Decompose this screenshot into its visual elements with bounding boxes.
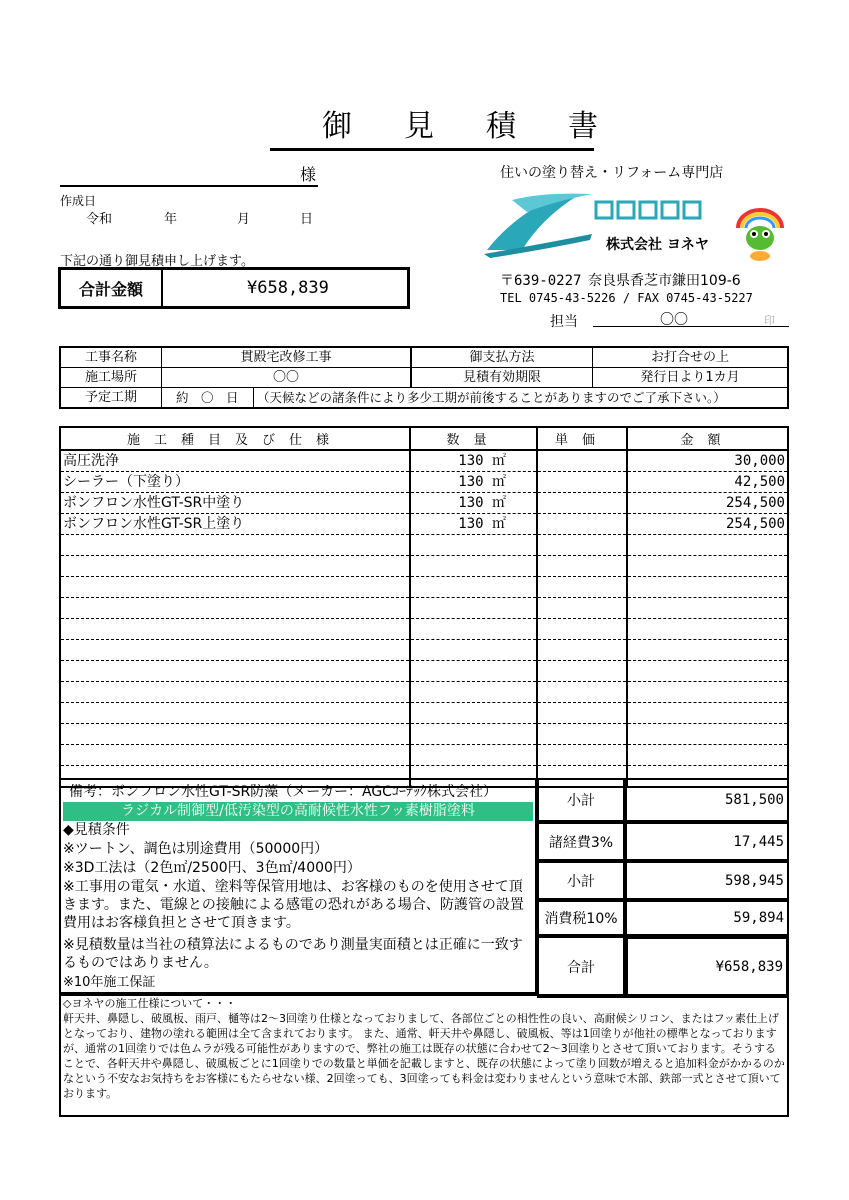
company-address: 奈良県香芝市鎌田109-6 bbox=[588, 273, 741, 289]
item-cell bbox=[60, 703, 410, 724]
period-cell bbox=[162, 388, 789, 409]
seal-mark: 印 bbox=[764, 314, 775, 327]
amount-cell: 254,500 bbox=[627, 493, 788, 514]
price-cell bbox=[537, 556, 627, 577]
site-label: 施工場所 bbox=[60, 368, 162, 388]
price-cell bbox=[537, 514, 627, 535]
header-item: 施工種目及び仕様 bbox=[60, 427, 410, 450]
amount-cell bbox=[627, 661, 788, 682]
intro-text: 下記の通り御見積申し上げます。 bbox=[60, 254, 254, 269]
table-row bbox=[60, 577, 788, 598]
company-name: 株式会社 ヨネヤ bbox=[606, 237, 709, 253]
qty-cell bbox=[410, 556, 537, 577]
cond-2: ※3D工法は（2色㎡/2500円、3色㎡/4000円） bbox=[63, 860, 361, 876]
item-cell bbox=[60, 556, 410, 577]
item-cell bbox=[60, 619, 410, 640]
item-cell bbox=[60, 661, 410, 682]
item-cell bbox=[60, 577, 410, 598]
amount-cell: 30,000 bbox=[627, 450, 788, 472]
total-amount-box bbox=[58, 267, 410, 309]
expenses-value: 17,445 bbox=[625, 822, 789, 861]
date-month: 月 bbox=[237, 212, 251, 227]
company-contact: TEL 0745-43-5226 / FAX 0745-43-5227 bbox=[500, 291, 753, 305]
table-row bbox=[60, 472, 788, 493]
validity-value: 発行日より1カ月 bbox=[593, 368, 789, 388]
qty-cell bbox=[410, 661, 537, 682]
qty-cell: 130 ㎡ bbox=[410, 493, 537, 514]
cond-3: ※工事用の電気・水道、塗料等保管用地は、お客様のものを使用させて頂きます。また、電線との接触による感電の恐れがある場合、防護管の設置費用はお客様負担とさせて頂きます。 bbox=[63, 879, 524, 931]
spec-title: ◇ヨネヤの施工仕様について・・・ bbox=[63, 997, 237, 1010]
customer-suffix: 様 bbox=[300, 165, 317, 184]
amount-cell: 42,500 bbox=[627, 472, 788, 493]
qty-cell bbox=[410, 703, 537, 724]
staff-name: 〇〇 bbox=[660, 312, 688, 328]
amount-cell bbox=[627, 598, 788, 619]
table-row bbox=[60, 514, 788, 535]
qty-cell bbox=[410, 682, 537, 703]
notes-area bbox=[59, 778, 537, 994]
grand-label: 合計 bbox=[537, 936, 625, 998]
amount-cell bbox=[627, 640, 788, 661]
table-row bbox=[60, 450, 788, 472]
item-cell bbox=[60, 535, 410, 556]
qty-cell: 130 ㎡ bbox=[410, 472, 537, 493]
subtotal2-label: 小計 bbox=[537, 861, 625, 900]
subtotal1-label: 小計 bbox=[537, 778, 625, 822]
total-amount-label: 合計金額 bbox=[61, 270, 163, 306]
remark-text: 備考：ボンフロン水性GT-SR防藻（メーカー：AGCｺｰﾃｯｸ株式会社） bbox=[69, 784, 497, 800]
summary-panel bbox=[537, 778, 789, 998]
amount-cell bbox=[627, 556, 788, 577]
table-row bbox=[60, 724, 788, 745]
qty-cell: 130 ㎡ bbox=[410, 450, 537, 472]
table-row bbox=[60, 493, 788, 514]
cond-title: ◆見積条件 bbox=[63, 822, 130, 838]
validity-label: 見積有効期限 bbox=[411, 368, 593, 388]
item-cell bbox=[60, 640, 410, 661]
cond-1: ※ツートン、調色は別途費用（50000円） bbox=[63, 841, 329, 857]
qty-cell bbox=[410, 640, 537, 661]
price-cell bbox=[537, 703, 627, 724]
table-row bbox=[60, 745, 788, 766]
company-postal: 〒639-0227 bbox=[500, 273, 582, 289]
period-note: （天候などの諸条件により多少工期が前後することがありますのでご了承下さい。） bbox=[257, 390, 726, 405]
header-qty: 数量 bbox=[410, 427, 537, 450]
table-row bbox=[60, 556, 788, 577]
item-cell: ボンフロン水性GT-SR中塗り bbox=[60, 493, 410, 514]
tax-value: 59,894 bbox=[625, 900, 789, 936]
amount-cell bbox=[627, 619, 788, 640]
qty-cell bbox=[410, 745, 537, 766]
tax-label: 消費税10% bbox=[537, 900, 625, 936]
amount-cell bbox=[627, 745, 788, 766]
table-row bbox=[60, 598, 788, 619]
item-cell bbox=[60, 724, 410, 745]
amount-cell: 254,500 bbox=[627, 514, 788, 535]
table-row bbox=[60, 640, 788, 661]
staff-line bbox=[593, 326, 789, 327]
item-cell bbox=[60, 598, 410, 619]
qty-cell bbox=[410, 724, 537, 745]
info-table bbox=[59, 346, 789, 409]
header-amount: 金額 bbox=[627, 427, 788, 450]
items-table bbox=[59, 426, 789, 788]
item-cell bbox=[60, 682, 410, 703]
price-cell bbox=[537, 619, 627, 640]
cond-4: ※見積数量は当社の積算法によるものであり測量実面積とは正確に一致するものではありません。 bbox=[63, 937, 523, 971]
amount-cell bbox=[627, 682, 788, 703]
company-tagline: 住いの塗り替え・リフォーム専門店 bbox=[500, 165, 724, 181]
item-cell bbox=[60, 745, 410, 766]
grand-value: ¥658,839 bbox=[625, 936, 789, 998]
qty-cell: 130 ㎡ bbox=[410, 514, 537, 535]
price-cell bbox=[537, 661, 627, 682]
qty-cell bbox=[410, 577, 537, 598]
total-amount-value: ¥658,839 bbox=[247, 278, 329, 298]
item-cell: 高圧洗浄 bbox=[60, 450, 410, 472]
spec-box bbox=[59, 994, 789, 1117]
qty-cell bbox=[410, 619, 537, 640]
qty-cell bbox=[410, 598, 537, 619]
date-label: 作成日 bbox=[60, 194, 97, 208]
price-cell bbox=[537, 598, 627, 619]
price-cell bbox=[537, 640, 627, 661]
price-cell bbox=[537, 745, 627, 766]
subtotal2-value: 598,945 bbox=[625, 861, 789, 900]
price-cell bbox=[537, 535, 627, 556]
header-price: 単価 bbox=[537, 427, 627, 450]
customer-name-line bbox=[60, 185, 318, 187]
date-year: 年 bbox=[164, 212, 178, 227]
page-title: 御見積書 bbox=[270, 108, 594, 151]
payment-value: お打合せの上 bbox=[593, 347, 789, 368]
amount-cell bbox=[627, 724, 788, 745]
table-row bbox=[60, 661, 788, 682]
price-cell bbox=[537, 724, 627, 745]
period-value: 約 〇 日 bbox=[162, 388, 254, 407]
highlight-banner: ラジカル制御型/低汚染型の高耐候性水性フッ素樹脂塗料 bbox=[63, 802, 533, 821]
price-cell bbox=[537, 682, 627, 703]
work-name-label: 工事名称 bbox=[60, 347, 162, 368]
date-day: 日 bbox=[300, 212, 314, 227]
amount-cell bbox=[627, 703, 788, 724]
staff-label: 担当 bbox=[550, 314, 578, 330]
subtotal1-value: 581,500 bbox=[625, 778, 789, 822]
price-cell bbox=[537, 493, 627, 514]
amount-cell bbox=[627, 577, 788, 598]
item-cell: シーラー（下塗り） bbox=[60, 472, 410, 493]
work-name-value: 貫殿宅改修工事 bbox=[162, 347, 412, 368]
table-row bbox=[60, 703, 788, 724]
payment-label: 御支払方法 bbox=[411, 347, 593, 368]
qty-cell bbox=[410, 535, 537, 556]
price-cell bbox=[537, 450, 627, 472]
table-row bbox=[60, 535, 788, 556]
spec-body: 軒天井、鼻隠し、破風板、雨戸、樋等は2～3回塗り仕様となっておりまして、各部位ごとの相性性の良い、高耐候シリコン、またはフッ素仕上げとなっており、建物の塗れる範囲は全て含まれております。 また、通常、軒天井や鼻隠し、破風板、等は1回塗りが他社の標準となっておりますが、通常の1回塗りでは色ムラが残る可能性がありますので、弊社の施工は既存の状態に合わせて2～3回塗りとさせて頂いております。そうすることで、各軒天井や鼻隠し、破風板ごとに1回塗りでの数量と単価を記載しますと、既存の状態によって塗り回数が増えると追加料金がかかるのかなという不安なお気持ちをお客様にもたらせない様、2回塗っても、3回塗っても料金は変わりませんという意味で木部、鉄部一式とさせて頂いております。 bbox=[63, 1012, 785, 1100]
price-cell bbox=[537, 472, 627, 493]
expenses-label: 諸経費3% bbox=[537, 822, 625, 861]
price-cell bbox=[537, 577, 627, 598]
site-value: 〇〇 bbox=[162, 368, 412, 388]
mascot-frog bbox=[734, 206, 786, 262]
item-cell: ボンフロン水性GT-SR上塗り bbox=[60, 514, 410, 535]
frog-mascot-icon bbox=[734, 206, 786, 262]
cond-5: ※10年施工保証 bbox=[63, 975, 156, 990]
table-row bbox=[60, 682, 788, 703]
amount-cell bbox=[627, 535, 788, 556]
period-label: 予定工期 bbox=[60, 388, 162, 409]
date-era: 令和 bbox=[86, 212, 113, 227]
table-row bbox=[60, 619, 788, 640]
